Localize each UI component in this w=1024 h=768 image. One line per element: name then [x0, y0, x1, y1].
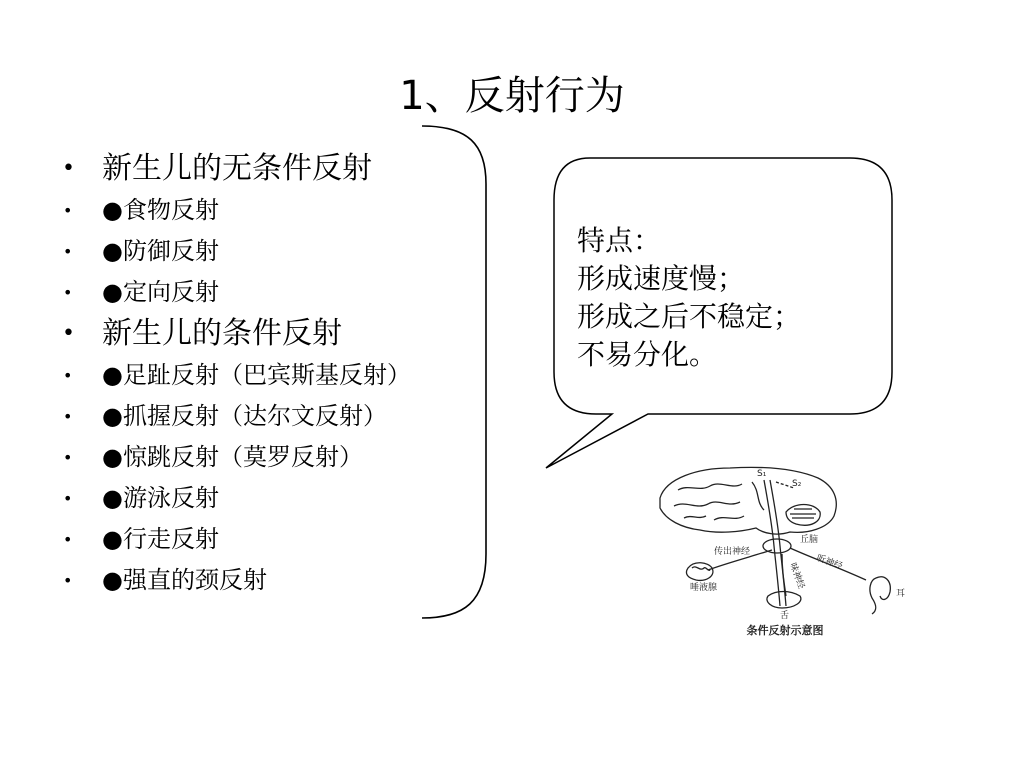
saliva-gland — [686, 563, 712, 581]
cerebellum — [786, 505, 820, 526]
label-s2: S₂ — [792, 479, 802, 489]
callout-line: 形成之后不稳定； — [577, 300, 802, 333]
bullet-marker: • — [63, 571, 73, 590]
right-brace — [420, 124, 500, 624]
callout-line: 特点： — [577, 224, 662, 257]
list-item-text: ●游泳反射 — [102, 484, 219, 512]
list-item — [60, 190, 411, 231]
ear-shape — [870, 577, 890, 614]
list-item-text: ●行走反射 — [102, 525, 219, 553]
list-item-text: ●足趾反射（巴宾斯基反射） — [102, 361, 411, 389]
label-efferent: 传出神经 — [714, 547, 751, 557]
label-tongue: 舌 — [780, 611, 790, 621]
list-item-text: ●防御反射 — [102, 237, 219, 265]
conditioned-reflex-diagram — [644, 462, 926, 642]
callout-text — [577, 222, 801, 374]
list-item — [60, 396, 411, 437]
list-item-text: ●定向反射 — [102, 278, 219, 306]
list-item — [60, 437, 411, 478]
bullet-marker: • — [63, 489, 73, 508]
bullet-marker: • — [63, 366, 73, 385]
list-item-text: ●惊跳反射（莫罗反射） — [102, 443, 363, 471]
tongue — [767, 592, 801, 609]
bullet-marker: • — [63, 201, 73, 220]
label-auditory: 听神经 — [814, 553, 844, 573]
list-item-text: ●强直的颈反射 — [102, 566, 267, 594]
list-item-text: 新生儿的无条件反射 — [102, 151, 372, 186]
label-s1: S₁ — [757, 469, 767, 479]
list-item — [60, 519, 411, 560]
label-thalamus: 丘脑 — [800, 535, 819, 545]
slide-title: 1、反射行为 — [399, 73, 625, 119]
callout-line: 不易分化。 — [577, 338, 718, 371]
list-item — [60, 355, 411, 396]
bullet-marker: • — [63, 530, 73, 549]
list-item-text: ●抓握反射（达尔文反射） — [102, 402, 387, 430]
bullet-marker: • — [62, 321, 75, 346]
list-item — [60, 560, 411, 601]
list-item — [60, 231, 411, 272]
list-item-text: 新生儿的条件反射 — [102, 316, 342, 351]
bullet-marker: • — [63, 283, 73, 302]
bullet-list — [60, 148, 411, 601]
bullet-marker: • — [63, 242, 73, 261]
list-item — [60, 478, 411, 519]
callout-line: 形成速度慢； — [577, 262, 746, 295]
label-taste: 味神经 — [787, 561, 806, 591]
list-item — [60, 148, 411, 190]
bullet-marker: • — [62, 156, 75, 181]
label-saliva: 唾液腺 — [690, 583, 718, 593]
list-item — [60, 272, 411, 313]
label-ear: 耳 — [896, 589, 906, 599]
bullet-marker: • — [63, 407, 73, 426]
figure-caption: 条件反射示意图 — [746, 624, 824, 637]
list-item — [60, 313, 411, 355]
list-item-text: ●食物反射 — [102, 196, 219, 224]
brain-outline — [660, 467, 836, 534]
bullet-marker: • — [63, 448, 73, 467]
